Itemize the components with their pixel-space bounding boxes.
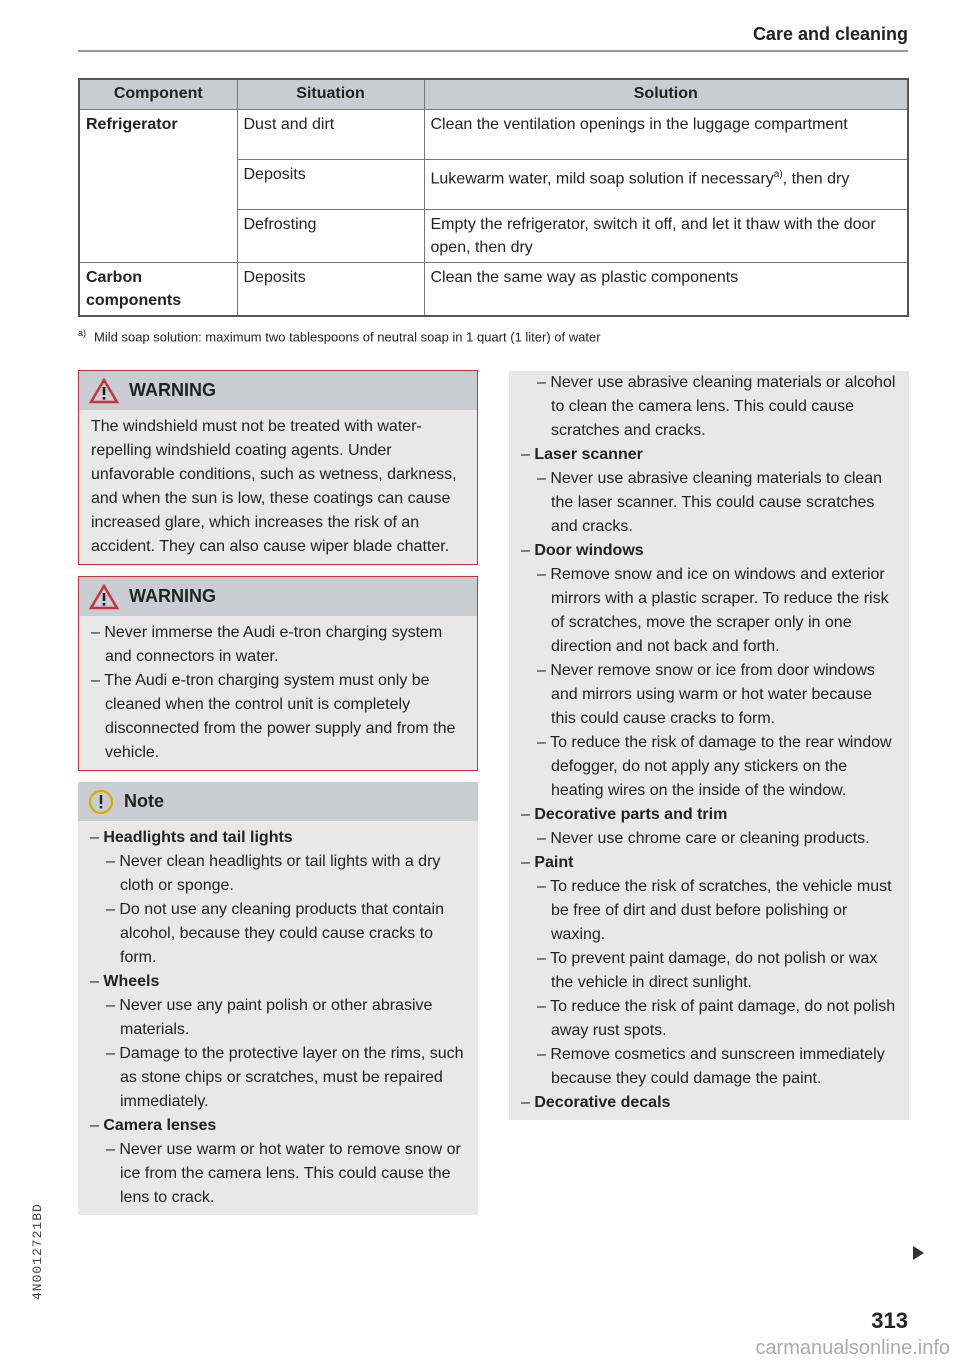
list-section: – Laser scanner (521, 446, 643, 463)
section-heading: Laser scanner (534, 446, 643, 463)
item-text: To reduce the risk of damage to the rear window defogger, do not apply any stickers on the heating wires on the inside of the window. (550, 734, 892, 799)
list-item: – Never clean headlights or tail lights with a dry cloth or sponge. (106, 853, 441, 894)
section-heading: Decorative decals (534, 1094, 671, 1111)
warning-title: WARNING (129, 380, 216, 400)
item-text: Do not use any cleaning products that contain alcohol, because they could cause cracks to form. (119, 901, 444, 966)
page-number: 313 (871, 1308, 908, 1333)
item-text: Never use any paint polish or other abrasive materials. (119, 997, 433, 1038)
note-box (78, 782, 478, 1215)
warning-triangle-icon (89, 378, 119, 404)
section-heading: Door windows (534, 542, 644, 559)
component-cell: Carbon components (79, 262, 237, 316)
list-item: – Never immerse the Audi e-tron charging system and connectors in water. (91, 624, 443, 665)
list-item: – Remove snow and ice on windows and exterior mirrors with a plastic scraper. To reduce the risk of scratches, move the scraper only in one direction and not back and forth. (537, 566, 889, 655)
table-section (78, 78, 909, 345)
solution-cell: Clean the ventilation openings in the luggage compartment (424, 109, 908, 159)
section-title: Care and cleaning (752, 24, 908, 44)
note-title: Note (124, 791, 164, 811)
footnote-mark: a) (78, 327, 87, 338)
table-row (79, 262, 908, 316)
list-item: – Remove cosmetics and sunscreen immediately because they could damage the paint. (537, 1046, 885, 1087)
item-text: Damage to the protective layer on the rims, such as stone chips or scratches, must be repaired immediately. (119, 1045, 464, 1110)
list-item: – To reduce the risk of damage to the rear window defogger, do not apply any stickers on the heating wires on the inside of the window. (537, 734, 892, 799)
section-heading: Camera lenses (103, 1117, 217, 1134)
list-section: – Decorative decals (521, 1094, 671, 1111)
list-item: – Never use any paint polish or other abrasive materials. (106, 997, 433, 1038)
list-section: – Headlights and tail lights (90, 829, 293, 846)
situation-cell: Deposits (237, 262, 424, 316)
item-text: Never clean headlights or tail lights with a dry cloth or sponge. (119, 853, 441, 894)
footnote (78, 325, 909, 345)
list-section: – Door windows (521, 542, 644, 559)
footnote-ref: a) (773, 168, 783, 180)
component-cell: Refrigerator (79, 109, 237, 262)
situation-cell: Defrosting (237, 209, 424, 262)
right-column (509, 371, 909, 1131)
list-item: – To reduce the risk of paint damage, do not polish away rust spots. (537, 998, 896, 1039)
list-section: – Decorative parts and trim (521, 806, 728, 823)
note-circle-icon (88, 789, 114, 815)
section-heading: Headlights and tail lights (103, 829, 293, 846)
solution-cell: Empty the refrigerator, switch it off, and let it thaw with the door open, then dry (424, 209, 908, 262)
section-heading: Decorative parts and trim (534, 806, 728, 823)
left-column (78, 370, 478, 1226)
situation-cell: Deposits (237, 159, 424, 209)
list-section: – Paint (521, 854, 574, 871)
item-text: Remove snow and ice on windows and exterior mirrors with a plastic scraper. To reduce the risk of scratches, move the scraper only in one direction and not back and forth. (550, 566, 889, 655)
cleaning-table (78, 78, 909, 317)
note-list (78, 821, 478, 1215)
item-text: Remove cosmetics and sunscreen immediately because they could damage the paint. (550, 1046, 885, 1087)
note-list (509, 371, 909, 1120)
item-text: Never remove snow or ice from door windows and mirrors using warm or hot water because this could cause cracks to form. (550, 662, 875, 727)
item-text: To prevent paint damage, do not polish or wax the vehicle in direct sunlight. (550, 950, 878, 991)
warning-list (79, 616, 477, 770)
solution-cell (424, 159, 908, 209)
situation-cell: Dust and dirt (237, 109, 424, 159)
list-item: – Never use abrasive cleaning materials or alcohol to clean the camera lens. This could cause scratches and cracks. (537, 374, 896, 439)
warning-triangle-icon (89, 584, 119, 610)
col-header: Situation (237, 79, 424, 109)
continue-arrow-icon (913, 1246, 924, 1260)
list-item: – Never remove snow or ice from door windows and mirrors using warm or hot water because this could cause cracks to form. (537, 662, 875, 727)
footnote-text: Mild soap solution: maximum two tablespoons of neutral soap in 1 quart (1 liter) of water (94, 328, 601, 344)
section-heading: Wheels (103, 973, 160, 990)
list-section: – Camera lenses (90, 1117, 217, 1134)
item-text: Never use chrome care or cleaning products. (550, 830, 870, 847)
list-item: – The Audi e-tron charging system must only be cleaned when the control unit is completely disconnected from the power supply and from the vehicle. (91, 672, 456, 761)
warning-header (79, 371, 477, 410)
item-text: Never use abrasive cleaning materials to clean the laser scanner. This could cause scratches and cracks. (550, 470, 883, 535)
list-item: – Damage to the protective layer on the rims, such as stone chips or scratches, must be repaired immediately. (106, 1045, 464, 1110)
item-text: Never immerse the Audi e-tron charging system and connectors in water. (104, 624, 443, 665)
list-section: – Wheels (90, 973, 160, 990)
warning-box (78, 370, 478, 565)
solution-text: , then dry (782, 169, 850, 187)
list-item: – To prevent paint damage, do not polish or wax the vehicle in direct sunlight. (537, 950, 878, 991)
item-text: Never use warm or hot water to remove snow or ice from the camera lens. This could cause the lens to crack. (119, 1141, 461, 1206)
item-text: The Audi e-tron charging system must only be cleaned when the control unit is completely disconnected from the power supply and from the vehicle. (104, 672, 456, 761)
solution-text: Lukewarm water, mild soap solution if necessary (430, 169, 774, 187)
solution-cell: Clean the same way as plastic components (424, 262, 908, 316)
warning-title: WARNING (129, 586, 216, 606)
warning-box (78, 576, 478, 771)
note-continued-box (509, 371, 909, 1120)
list-item: – Do not use any cleaning products that contain alcohol, because they could cause cracks to form. (106, 901, 444, 966)
warning-text: The windshield must not be treated with water-repelling windshield coating agents. Under unfavorable conditions, such as wetness, darkness, and when the sun is low, these coatings can cause increased glare, which increases the risk of an accident. They can also cause wiper blade chatter. (91, 418, 457, 555)
list-item: – Never use warm or hot water to remove snow or ice from the camera lens. This could cause the lens to crack. (106, 1141, 461, 1206)
col-header: Component (79, 79, 237, 109)
watermark: carmanualsonline.info (755, 1337, 950, 1359)
list-item: – Never use chrome care or cleaning products. (537, 830, 870, 847)
list-item: – Never use abrasive cleaning materials to clean the laser scanner. This could cause scratches and cracks. (537, 470, 883, 535)
page-header (78, 24, 908, 52)
warning-header (79, 577, 477, 616)
item-text: To reduce the risk of paint damage, do not polish away rust spots. (550, 998, 896, 1039)
section-heading: Paint (534, 854, 574, 871)
document-code: 4N0012721BD (30, 1203, 45, 1300)
note-header (78, 782, 478, 821)
col-header: Solution (424, 79, 908, 109)
table-row (79, 109, 908, 159)
item-text: Never use abrasive cleaning materials or alcohol to clean the camera lens. This could cause scratches and cracks. (550, 374, 896, 439)
item-text: To reduce the risk of scratches, the vehicle must be free of dirt and dust before polishing or waxing. (550, 878, 892, 943)
list-item: – To reduce the risk of scratches, the vehicle must be free of dirt and dust before polishing or waxing. (537, 878, 892, 943)
